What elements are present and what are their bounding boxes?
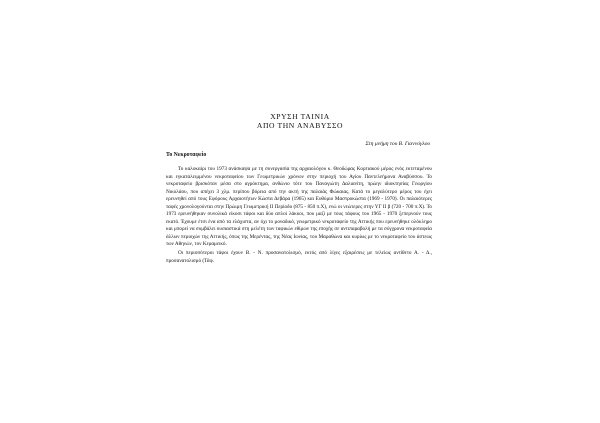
dedication: Στη μνήμη του Β. Γιαννόγλου bbox=[365, 141, 430, 147]
article-body bbox=[166, 166, 432, 266]
section-heading: Το Νεκροταφείο bbox=[166, 152, 207, 158]
title-line-2: ΑΠΟ ΤΗΝ ΑΝΑΒΥΣΣΟ bbox=[256, 121, 344, 130]
article-title bbox=[170, 112, 430, 130]
title-line-1: ΧΡΥΣΗ ΤΑΙΝΙΑ bbox=[270, 112, 330, 121]
paragraph-2: Οι περισσότεροι τάφοι έχουν Β. - Ν. προσανατολισμό, εκτός από λίγες εξαιρέσεις με τελείως αντίθετο Α. - Δ., προσανατολισμό (Τάφ. bbox=[166, 250, 432, 264]
paragraph-1: Το καλοκαίρι του 1973 ανάσκαψα με τη συνεργασία της αρχαιολόγου κ. Θεοδώρας Κορτιακού μέρος ενός εκτεταμένου και εγκαταλειμμένου νεκροταφείου των Γεωμετρικών χρόνων στην περιοχή του Αγίου Παντελεήμονα Αναβύσσου. Το νεκροταφείο βρισκόταν μέσα στο αγρόκτημα, ανθώνιο τότε του Παναγιώτη Δαλιανίτη, πρώην ιδιοκτησίας Γεωργίου Νικολάου, που απέχει 3 χλμ. περίπου βόρεια από την ακτή της παλαιάς Φώκαιας. Κατά το μεγαλύτερο μέρος του έχει ερευνηθεί από τους Εφόρους Αρχαιοτήτων Κώστα Δεβάρα (1965) και Ευθύμιο Μαστροκώστα (1969 - 1970). Οι παλαιότερες ταφές χρονολογούνται στην Πρώιμη Γεωμετρική ΙΙ Περίοδο (875 - 850 π.Χ), ενώ οι νεώτερες στην ΥΓ ΙΙ β (720 - 700 π.Χ). Το 1973 ερευνήθηκαν συνολικά είκοσι τάφοι και δύο απλοί λάκκοι, που μαζί με τους τάφους του 1965 - 1970 ξεπερνούν τους εκατό. Έχουμε έτσι ένα από τα ελάχιστα, αν όχι το μοναδικό, γεωμετρικό νεκροταφείο της Αττικής που ερευνήθηκε ολόκληρο και μπορεί να συμβάλει ουσιαστικά στη μελέτη των ταφικών εθίμων της εποχής σε αντιπαραβολή με τα σύγχρονα νεκροταφεία άλλων περιοχών της Αττικής, όπως της Μερέντας, της Νέας Ιωνίας, του Μαραθώνα και κυρίως με το νεκροταφείο του άστεως των Αθηνών, τον Κεραμεικό. bbox=[166, 166, 432, 248]
